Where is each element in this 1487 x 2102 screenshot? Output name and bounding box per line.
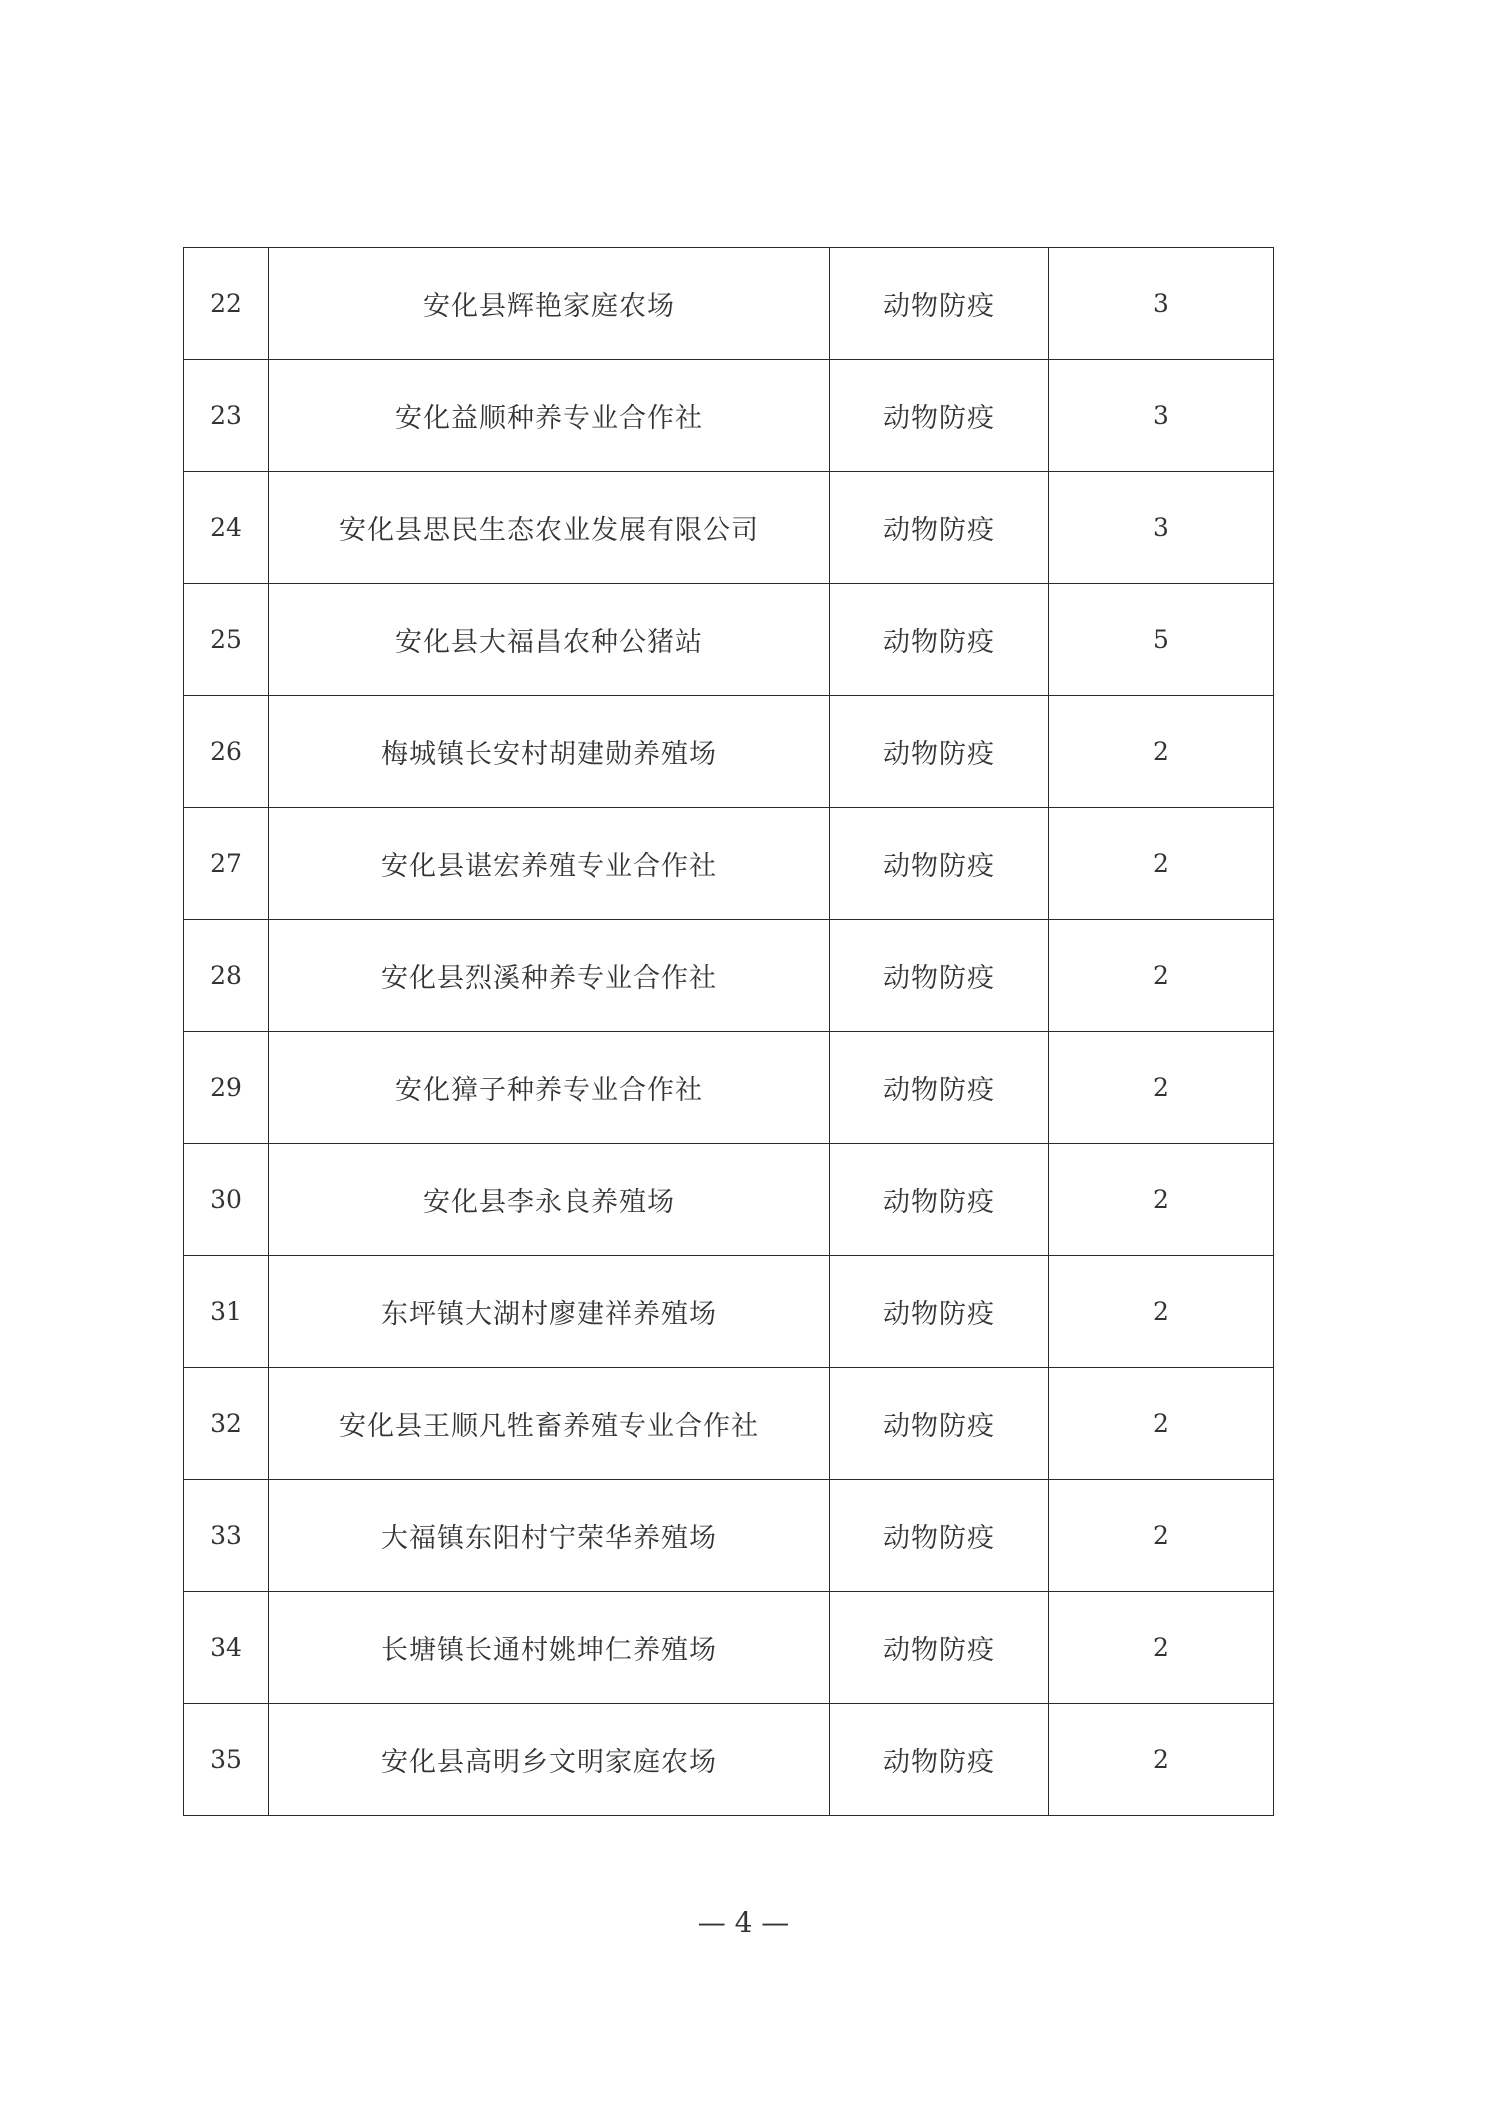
category-cell: 动物防疫 — [830, 1592, 1049, 1704]
row-number-cell: 25 — [184, 584, 269, 696]
entity-name-cell: 长塘镇长通村姚坤仁养殖场 — [269, 1592, 830, 1704]
table-row — [184, 1256, 1274, 1368]
category-cell: 动物防疫 — [830, 1256, 1049, 1368]
entity-name-cell: 安化獐子种养专业合作社 — [269, 1032, 830, 1144]
entity-name-cell: 安化县王顺凡牲畜养殖专业合作社 — [269, 1368, 830, 1480]
table-row — [184, 1480, 1274, 1592]
table-row — [184, 696, 1274, 808]
count-cell: 5 — [1049, 584, 1274, 696]
category-cell: 动物防疫 — [830, 1704, 1049, 1816]
table-row — [184, 808, 1274, 920]
count-cell: 2 — [1049, 1144, 1274, 1256]
row-number-cell: 24 — [184, 472, 269, 584]
row-number-cell: 35 — [184, 1704, 269, 1816]
row-number-cell: 28 — [184, 920, 269, 1032]
page-number: — 4 — — [697, 1906, 790, 1939]
count-cell: 2 — [1049, 1480, 1274, 1592]
table-body — [184, 248, 1274, 1816]
entity-name-cell: 安化县李永良养殖场 — [269, 1144, 830, 1256]
table-row — [184, 472, 1274, 584]
entity-name-cell: 安化县谌宏养殖专业合作社 — [269, 808, 830, 920]
entity-name-cell: 梅城镇长安村胡建勋养殖场 — [269, 696, 830, 808]
row-number-cell: 33 — [184, 1480, 269, 1592]
category-cell: 动物防疫 — [830, 1144, 1049, 1256]
row-number-cell: 27 — [184, 808, 269, 920]
row-number-cell: 34 — [184, 1592, 269, 1704]
data-table — [183, 247, 1274, 1816]
table-row — [184, 360, 1274, 472]
table-row — [184, 1032, 1274, 1144]
row-number-cell: 30 — [184, 1144, 269, 1256]
row-number-cell: 29 — [184, 1032, 269, 1144]
entity-name-cell: 安化县高明乡文明家庭农场 — [269, 1704, 830, 1816]
entity-name-cell: 安化县辉艳家庭农场 — [269, 248, 830, 360]
count-cell: 3 — [1049, 360, 1274, 472]
row-number-cell: 23 — [184, 360, 269, 472]
row-number-cell: 26 — [184, 696, 269, 808]
category-cell: 动物防疫 — [830, 472, 1049, 584]
category-cell: 动物防疫 — [830, 808, 1049, 920]
row-number-cell: 22 — [184, 248, 269, 360]
entity-name-cell: 大福镇东阳村宁荣华养殖场 — [269, 1480, 830, 1592]
category-cell: 动物防疫 — [830, 1032, 1049, 1144]
entity-name-cell: 安化县烈溪种养专业合作社 — [269, 920, 830, 1032]
row-number-cell: 32 — [184, 1368, 269, 1480]
table-row — [184, 1368, 1274, 1480]
category-cell: 动物防疫 — [830, 920, 1049, 1032]
row-number-cell: 31 — [184, 1256, 269, 1368]
count-cell: 2 — [1049, 696, 1274, 808]
count-cell: 2 — [1049, 1592, 1274, 1704]
count-cell: 3 — [1049, 248, 1274, 360]
count-cell: 3 — [1049, 472, 1274, 584]
entity-name-cell: 东坪镇大湖村廖建祥养殖场 — [269, 1256, 830, 1368]
count-cell: 2 — [1049, 1704, 1274, 1816]
entity-name-cell: 安化益顺种养专业合作社 — [269, 360, 830, 472]
table-row — [184, 1144, 1274, 1256]
count-cell: 2 — [1049, 1368, 1274, 1480]
category-cell: 动物防疫 — [830, 584, 1049, 696]
table-row — [184, 1592, 1274, 1704]
category-cell: 动物防疫 — [830, 1480, 1049, 1592]
table-row — [184, 1704, 1274, 1816]
category-cell: 动物防疫 — [830, 696, 1049, 808]
table-row — [184, 248, 1274, 360]
category-cell: 动物防疫 — [830, 248, 1049, 360]
entity-name-cell: 安化县思民生态农业发展有限公司 — [269, 472, 830, 584]
count-cell: 2 — [1049, 808, 1274, 920]
category-cell: 动物防疫 — [830, 1368, 1049, 1480]
category-cell: 动物防疫 — [830, 360, 1049, 472]
count-cell: 2 — [1049, 1256, 1274, 1368]
count-cell: 2 — [1049, 1032, 1274, 1144]
entity-name-cell: 安化县大福昌农种公猪站 — [269, 584, 830, 696]
table-row — [184, 584, 1274, 696]
table-row — [184, 920, 1274, 1032]
count-cell: 2 — [1049, 920, 1274, 1032]
